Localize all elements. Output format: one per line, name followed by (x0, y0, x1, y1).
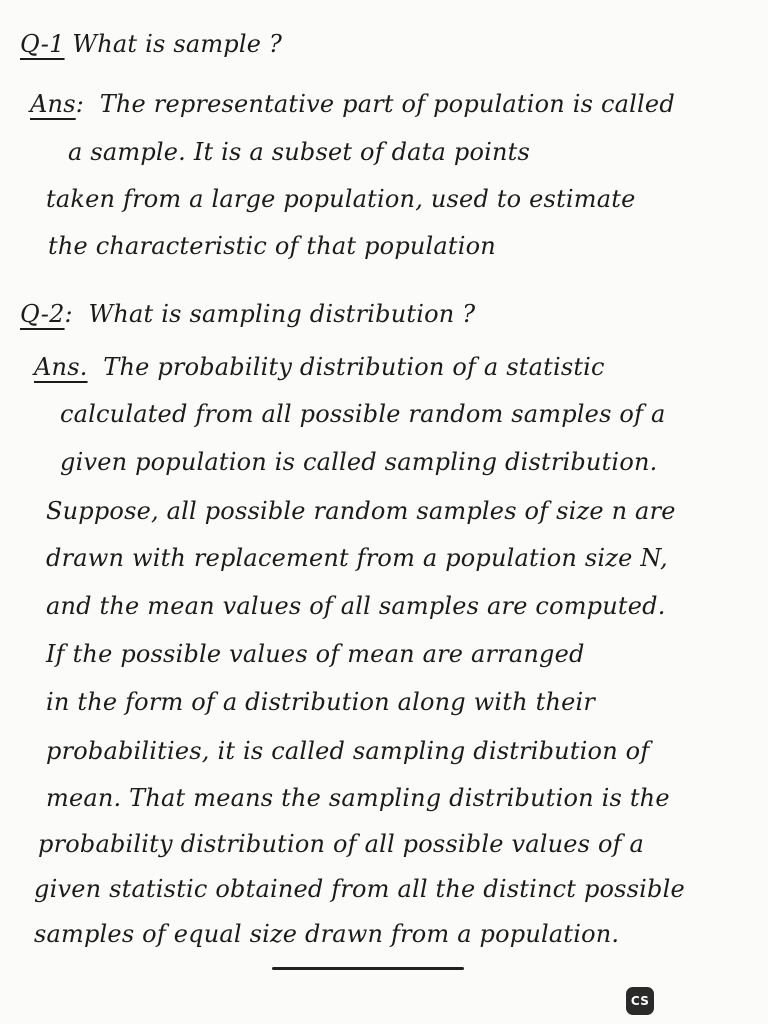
question-2-text: What is sampling distribution ? (88, 300, 476, 328)
question-2: Q-2: What is sampling distribution ? (20, 300, 476, 328)
answer-2-line-1 (34, 353, 605, 381)
question-1-label: Q-1 (20, 30, 65, 58)
question-1 (20, 30, 282, 58)
answer-2-label: Ans. (34, 353, 88, 381)
answer-2-line-11: probability distribution of all possible values of a (38, 830, 645, 858)
answer-2-line-8: in the form of a distribution along with their (46, 688, 596, 716)
answer-2-line-6: and the mean values of all samples are computed. (46, 592, 666, 620)
camscanner-logo-icon: CS (626, 987, 654, 1015)
answer-1-line-3: taken from a large population, used to estimate (46, 185, 636, 213)
answer-2-line-10: mean. That means the sampling distribution is the (46, 784, 670, 812)
answer-2-text-1: The probability distribution of a statistic (103, 353, 605, 381)
answer-2-line-13: samples of equal size drawn from a population. (34, 920, 620, 948)
answer-1-line-4: the characteristic of that population (48, 232, 496, 260)
answer-2-line-5: drawn with replacement from a population size N, (46, 544, 668, 572)
question-1-text: What is sample ? (72, 30, 283, 58)
answer-2-line-4: Suppose, all possible random samples of size n are (46, 497, 676, 525)
answer-2-line-7: If the possible values of mean are arranged (46, 640, 585, 668)
answer-1-line-2: a sample. It is a subset of data points (68, 138, 530, 166)
answer-1-text-1: The representative part of population is called (99, 90, 675, 118)
answer-2-line-3: given population is called sampling distribution. (60, 448, 658, 476)
answer-1-label: Ans (30, 90, 76, 118)
answer-1-line-1: Ans: The representative part of population is called (30, 90, 675, 118)
page-bottom-line (272, 967, 464, 970)
answer-2-line-12: given statistic obtained from all the distinct possible (34, 875, 685, 903)
answer-2-line-2: calculated from all possible random samples of a (60, 400, 666, 428)
answer-2-line-9: probabilities, it is called sampling distribution of (46, 737, 650, 765)
question-2-label: Q-2 (20, 300, 65, 328)
